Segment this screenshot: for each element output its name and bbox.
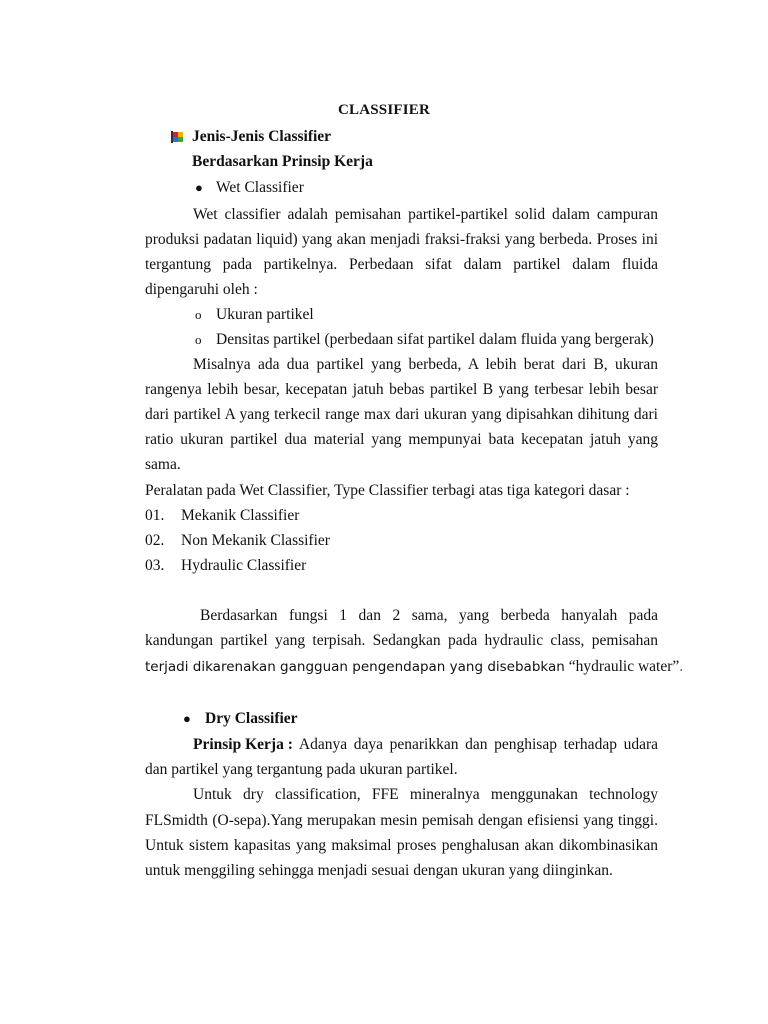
dry-para-line3: Untuk sistem kapasitas yang maksimal proses penghalusan akan dikombinasikan — [145, 837, 658, 854]
bullet-dot-icon: ● — [195, 180, 203, 195]
wet-para2-line3: dari partikel A yang terkecil range max dari ukuran yang dipisahkan dihitung dari — [145, 406, 658, 423]
dry-para-line2: FLSmidth (O-sepa).Yang merupakan mesin pemisah dengan efisiensi yang tinggi. — [145, 812, 658, 829]
wet-para3-period: . — [679, 658, 684, 675]
equipment-item: Mekanik Classifier — [181, 507, 300, 524]
equipment-intro: Peralatan pada Wet Classifier, Type Classifier terbagi atas tiga kategori dasar : — [145, 482, 630, 499]
bullet-dot-icon: ● — [183, 711, 191, 726]
equipment-num: 01. — [145, 507, 165, 524]
flag-bullet-icon — [170, 130, 184, 144]
sub-item-densitas: Densitas partikel (perbedaan sifat partikel dalam fluida yang bergerak) — [216, 331, 654, 348]
wet-para2-line5: sama. — [145, 456, 181, 473]
dry-principle-line — [193, 732, 658, 757]
wet-para1-line4: dipengaruhi oleh : — [145, 281, 258, 298]
wet-para3-line1: Berdasarkan fungsi 1 dan 2 sama, yang berbeda hanyalah pada — [200, 607, 658, 624]
dry-classifier-heading: Dry Classifier — [205, 710, 298, 727]
principle-label: Prinsip Kerja : — [193, 736, 293, 753]
wet-para3-sans-text: terjadi dikarenakan gangguan pengendapan yang disebabkan — [145, 659, 565, 675]
dry-principle-cont: dan partikel yang tergantung pada ukuran partikel. — [145, 761, 458, 778]
wet-para1-line2: produksi padatan liquid) yang akan menjadi fraksi-fraksi yang berbeda. Proses ini — [145, 231, 658, 248]
wet-para3-line3 — [145, 654, 683, 680]
circle-bullet-icon: o — [195, 307, 202, 322]
section-heading-jenis: Jenis-Jenis Classifier — [192, 128, 332, 145]
wet-para2-line1: Misalnya ada dua partikel yang berbeda, A lebih berat dari B, ukuran — [193, 356, 658, 373]
circle-bullet-icon: o — [195, 332, 202, 347]
hydraulic-water-quote: “hydraulic water” — [564, 658, 680, 675]
wet-para2-line4: ratio ukuran partikel dua material yang mempunyai bata kecepatan jatuh yang — [145, 431, 658, 448]
dry-para-line4: untuk menggiling sehingga menjadi sesuai dengan ukuran yang diinginkan. — [145, 862, 613, 879]
principle-text: Adanya daya penarikkan dan penghisap terhadap udara — [298, 736, 658, 753]
document-title: CLASSIFIER — [337, 102, 431, 118]
equipment-num: 03. — [145, 557, 165, 574]
equipment-item: Hydraulic Classifier — [181, 557, 307, 574]
dry-para-line1: Untuk dry classification, FFE mineralnya menggunakan technology — [193, 786, 658, 803]
equipment-item: Non Mekanik Classifier — [181, 532, 330, 549]
wet-para3-line2: kandungan partikel yang terpisah. Sedangkan pada hydraulic class, pemisahan — [145, 632, 658, 649]
wet-para1-line1: Wet classifier adalah pemisahan partikel-partikel solid dalam campuran — [193, 206, 658, 223]
wet-para2-line2: rangenya lebih besar, kecepatan jatuh bebas partikel B yang terbesar lebih besar — [145, 381, 658, 398]
sub-item-ukuran: Ukuran partikel — [216, 306, 314, 323]
wet-classifier-heading: Wet Classifier — [216, 179, 304, 196]
subsection-heading-prinsip: Berdasarkan Prinsip Kerja — [192, 153, 373, 170]
wet-para1-line3: tergantung pada partikelnya. Perbedaan sifat dalam partikel dalam fluida — [145, 256, 658, 273]
equipment-num: 02. — [145, 532, 165, 549]
